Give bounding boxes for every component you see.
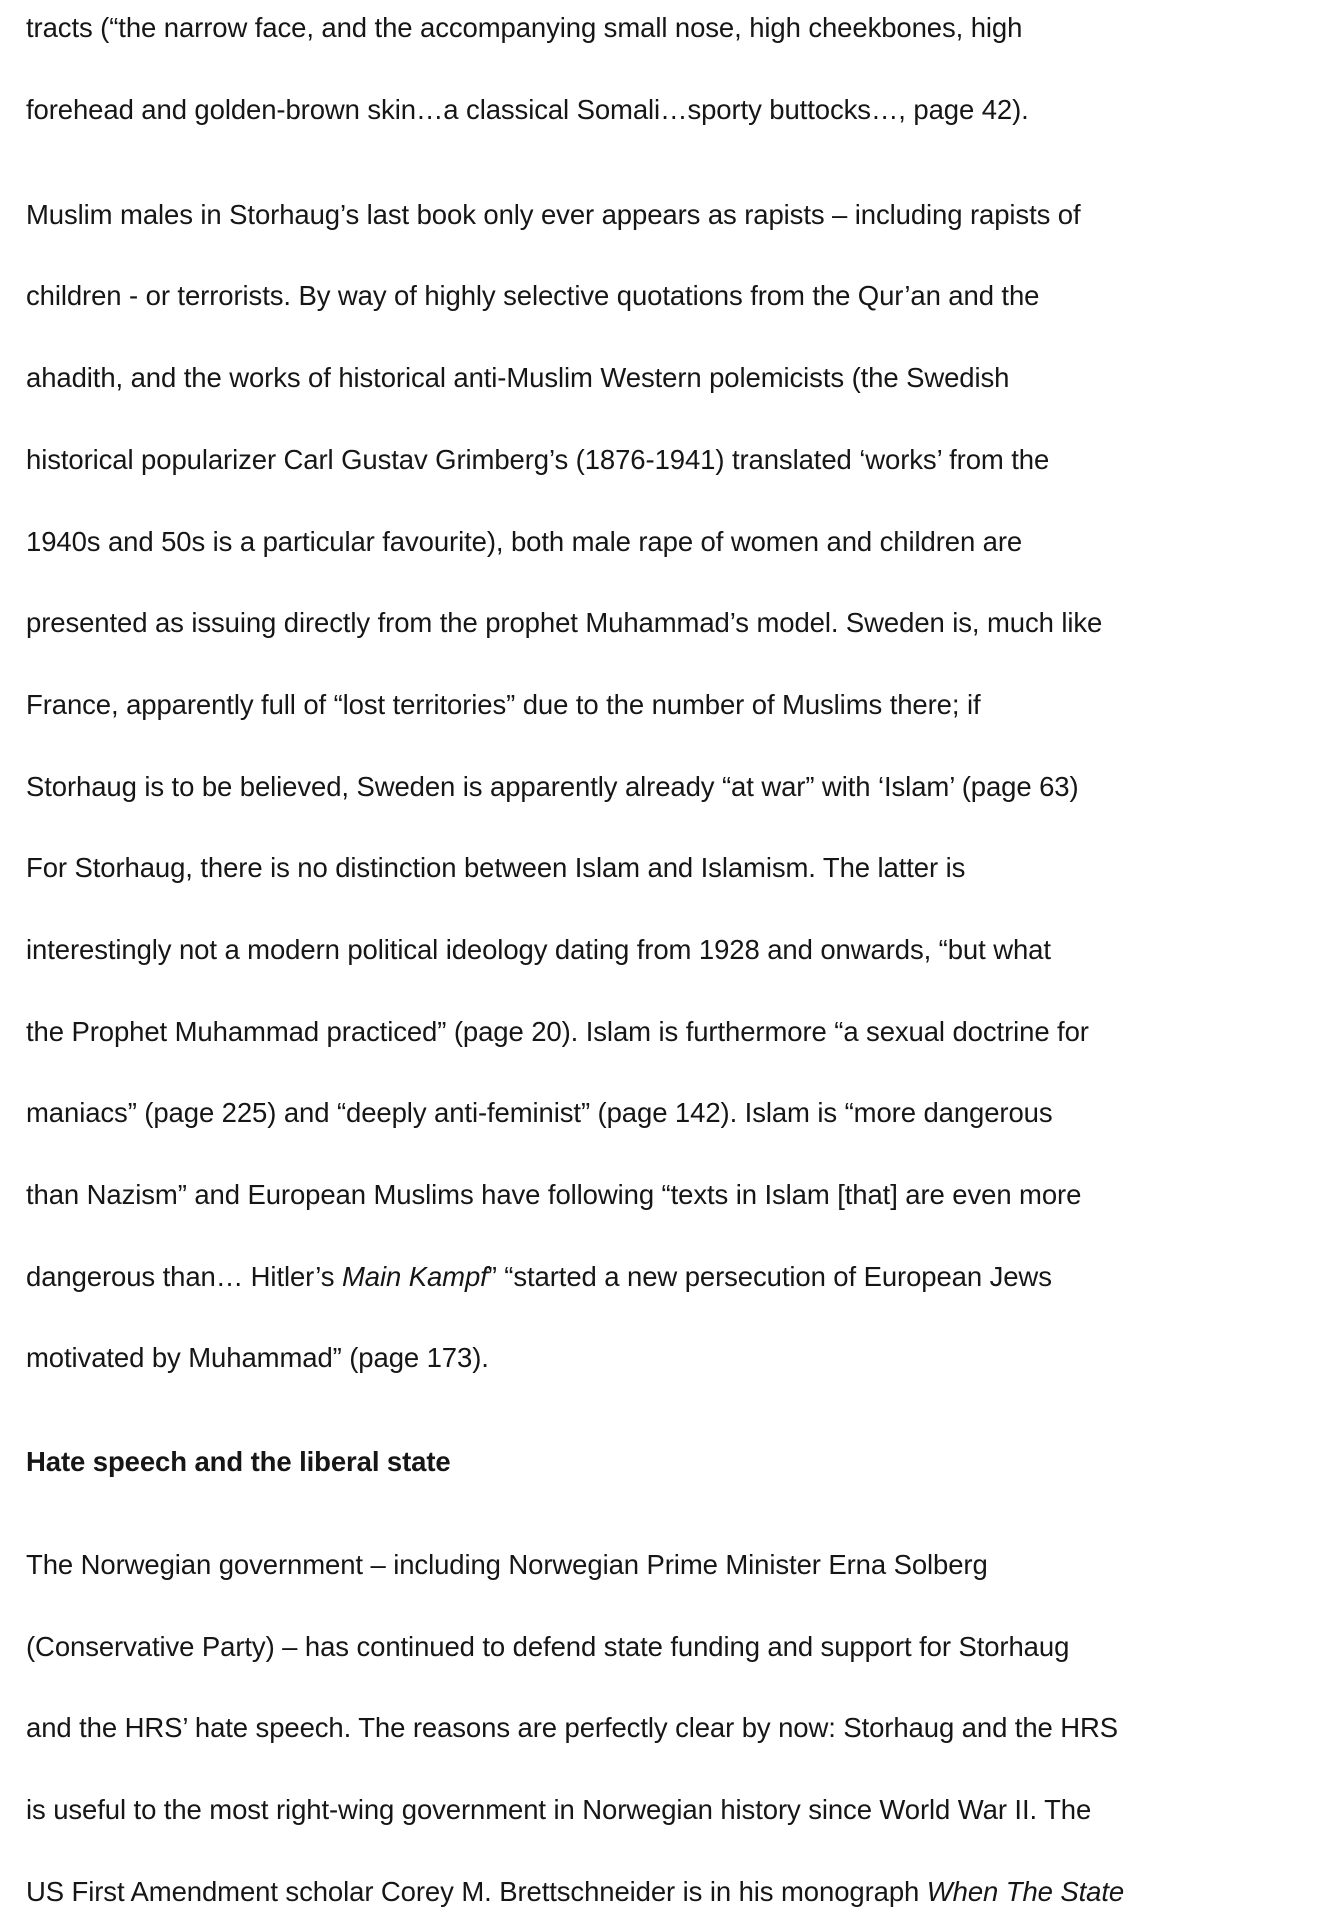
text-line: the Prophet Muhammad practiced” (page 20). Islam is furthermore “a sexual doctrine for <box>26 1016 1089 1047</box>
text-line: maniacs” (page 225) and “deeply anti-feminist” (page 142). Islam is “more dangerous <box>26 1097 1053 1128</box>
text-line: The Norwegian government – including Norwegian Prime Minister Erna Solberg <box>26 1549 988 1580</box>
text-line <box>26 1872 1124 1912</box>
book-title: When The State <box>926 1876 1125 1907</box>
text-line: motivated by Muhammad” (page 173). <box>26 1342 489 1373</box>
text-line: France, apparently full of “lost territories” due to the number of Muslims there; if <box>26 689 981 720</box>
text-segment: ” “started a new persecution of European Jews <box>487 1261 1052 1292</box>
text-line: is useful to the most right-wing government in Norwegian history since World War II. The <box>26 1794 1092 1825</box>
text-line: (Conservative Party) – has continued to defend state funding and support for Storhaug <box>26 1631 1070 1662</box>
text-line: and the HRS’ hate speech. The reasons are perfectly clear by now: Storhaug and the HRS <box>26 1712 1119 1743</box>
text-line: Muslim males in Storhaug’s last book only ever appears as rapists – including rapists of <box>26 199 1081 230</box>
section-heading: Hate speech and the liberal state <box>26 1446 451 1477</box>
text-line: historical popularizer Carl Gustav Grimberg’s (1876-1941) translated ‘works’ from the <box>26 444 1050 475</box>
text-line: For Storhaug, there is no distinction between Islam and Islamism. The latter is <box>26 852 966 883</box>
book-title: Main Kampf <box>341 1261 488 1292</box>
text-line <box>26 1257 1052 1297</box>
text-line: 1940s and 50s is a particular favourite), both male rape of women and children are <box>26 526 1023 557</box>
text-line: children - or terrorists. By way of highly selective quotations from the Qur’an and the <box>26 280 1040 311</box>
text-line: interestingly not a modern political ideology dating from 1928 and onwards, “but what <box>26 934 1051 965</box>
text-segment: dangerous than… Hitler’s <box>26 1261 342 1292</box>
text-segment: US First Amendment scholar Corey M. Brettschneider is in his monograph <box>26 1876 927 1907</box>
text-line: tracts (“the narrow face, and the accompanying small nose, high cheekbones, high <box>26 12 1023 43</box>
text-line: than Nazism” and European Muslims have following “texts in Islam [that] are even more <box>26 1179 1082 1210</box>
text-line: Storhaug is to be believed, Sweden is apparently already “at war” with ‘Islam’ (page 63) <box>26 771 1079 802</box>
text-line: ahadith, and the works of historical anti-Muslim Western polemicists (the Swedish <box>26 362 1010 393</box>
text-line: presented as issuing directly from the prophet Muhammad’s model. Sweden is, much like <box>26 607 1103 638</box>
text-line: forehead and golden-brown skin…a classical Somali…sporty buttocks…, page 42). <box>26 94 1029 125</box>
